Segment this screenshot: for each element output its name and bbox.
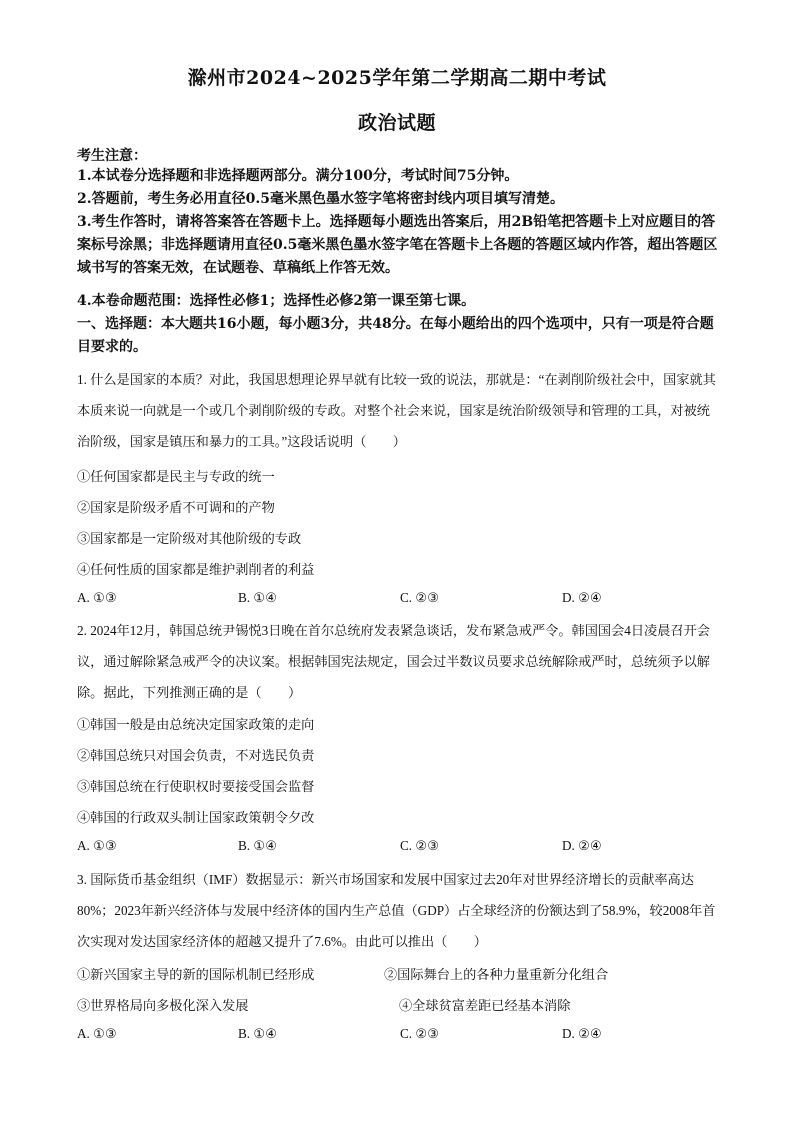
question-2-choice-a[interactable]: A. ①③ [77,838,117,853]
question-1-item-1: ①任何国家都是民主与专政的统一 [77,469,275,484]
question-3-item-2: ②国际舞台上的各种力量重新分化组合 [384,967,609,982]
notice-item-1: 1.本试卷分选择题和非选择题两部分。满分100分，考试时间75分钟。 [77,168,519,184]
question-3-stem: 3. 国际货币基金组织（IMF）数据显示：新兴市场国家和发展中国家过去20年对世界经济增长的贡献率高达80%；2023年新兴经济体与发展中经济体的国内生产总值（GDP）占全球经济的份额达到了58.9%，较2008年首次实现对发达国家经济体的超越又提升了7.6%。由此可以推出（ ） [77,872,716,949]
question-2-item-4: ④韩国的行政双头制让国家政策朝令夕改 [77,810,315,825]
question-3-item-1: ①新兴国家主导的新的国际机制已经形成 [77,967,315,982]
question-3-item-3: ③世界格局向多极化深入发展 [77,998,249,1013]
question-1-item-4: ④任何性质的国家都是维护剥削者的利益 [77,562,315,577]
question-2-choice-b[interactable]: B. ①④ [238,838,278,853]
exam-title: 滁州市2024~2025学年第二学期高二期中考试 [187,67,607,89]
question-1-choice-c[interactable]: C. ②③ [400,590,440,605]
question-2-choice-c[interactable]: C. ②③ [400,838,440,853]
question-1-choice-a[interactable]: A. ①③ [77,590,117,605]
question-3-choice-b[interactable]: B. ①④ [238,1026,278,1041]
question-3-choice-c[interactable]: C. ②③ [400,1026,440,1041]
question-2-item-3: ③韩国总统在行使职权时要接受国会监督 [77,779,315,794]
notice-heading: 考生注意： [77,148,147,164]
question-2-item-2: ②韩国总统只对国会负责，不对选民负责 [77,748,315,763]
question-3-choice-a[interactable]: A. ①③ [77,1026,117,1041]
question-1-item-2: ②国家是阶级矛盾不可调和的产物 [77,500,275,515]
question-1-stem: 1. 什么是国家的本质？对此，我国思想理论界早就有比较一致的说法，那就是：“在剥削阶级社会中，国家就其本质来说一向就是一个或几个剥削阶级的专政。对整个社会来说，国家是统治阶级领导和管理的工具，对被统治阶级，国家是镇压和暴力的工具。”这段话说明（ ） [77,372,716,449]
question-1-choice-b[interactable]: B. ①④ [238,590,278,605]
notice-item-4: 4.本卷命题范围：选择性必修1；选择性必修2第一课至第七课。 [77,293,476,309]
question-3-choice-d[interactable]: D. ②④ [562,1026,602,1041]
notice-item-2: 2.答题前，考生务必用直径0.5毫米黑色墨水签字笔将密封线内项目填写清楚。 [77,191,564,207]
question-2-item-1: ①韩国一般是由总统决定国家政策的走向 [77,717,315,732]
question-2-choice-d[interactable]: D. ②④ [562,838,602,853]
question-2-stem: 2. 2024年12月，韩国总统尹锡悦3日晚在首尔总统府发表紧急谈话，发布紧急戒严令。韩国国会4日凌晨召开会议，通过解除紧急戒严令的决议案。根据韩国宪法规定，国会过半数议员要求总统解除戒严时，总统须予以解除。据此，下列推测正确的是（ ） [77,623,710,700]
exam-subtitle: 政治试题 [357,112,436,134]
notice-item-3: 3.考生作答时，请将答案答在答题卡上。选择题每小题选出答案后，用2B铅笔把答题卡上对应题目的答案标号涂黑；非选择题请用直径0.5毫米黑色墨水签字笔在答题卡上各题的答题区域内作答，超出答题区域书写的答案无效，在试题卷、草稿纸上作答无效。 [77,214,718,276]
section-instructions: 一、选择题：本大题共16小题，每小题3分，共48分。在每小题给出的四个选项中，只有一项是符合题目要求的。 [77,316,714,355]
question-1-choice-d[interactable]: D. ②④ [562,590,602,605]
question-1-item-3: ③国家都是一定阶级对其他阶级的专政 [77,531,302,546]
question-3-item-4: ④全球贫富差距已经基本消除 [399,998,571,1013]
